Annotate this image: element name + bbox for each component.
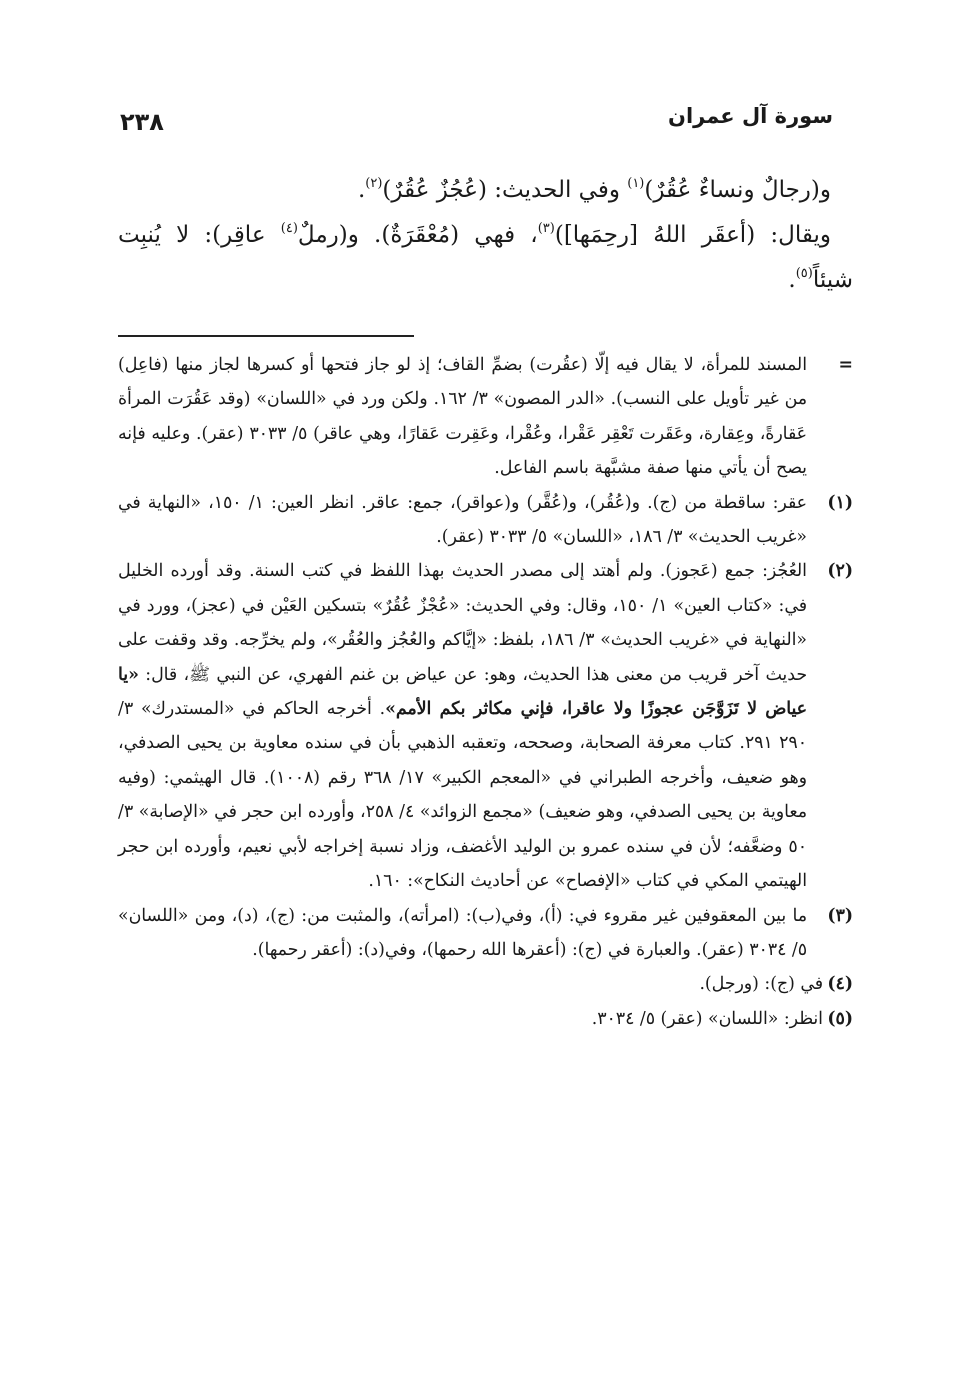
footnote-continuation: [118, 348, 853, 486]
footnote-ref-3: (٣): [537, 221, 555, 236]
footnote-text: . أخرجه الحاكم في «المستدرك» ٣/ ٢٩٠ ٢٩١. كتاب معرفة الصحابة، وصححه، وتعقبه الذهبي بأن في سنده معاوية بن يحيى الصدفي، وهو ضعيف، وأخرجه الطبراني في «المعجم الكبير» ١٧/ ٣٦٨ رقم (١٠٠٨). قال الهيثمي: (وفيه معاوية بن يحيى الصدفي، وهو ضعيف) «مجمع الزوائد» ٤/ ٢٥٨، وأورده ابن حجر في «الإصابة» ٣/ ٥٠ وضعَّفه؛ لأن في سنده عمرو بن الوليد الأغضف، وزاد نسبة إخراجه لأبي نعيم، وأورده ابن حجر الهيتمي المكي في كتاب «الإفصاح» عن أحاديث النكاح»: ١٦٠.: [118, 699, 807, 892]
footnote-3: [118, 899, 853, 968]
footnote-number: (٢): [827, 561, 853, 582]
footnote-4: [118, 967, 853, 1001]
footnote-number: (١): [827, 492, 853, 513]
page-number: ٢٣٨: [120, 108, 164, 136]
footnote-text: العُجُز: جمع (عَجوز). ولم أهتد إلى مصدر الحديث بهذا اللفظ في كتب السنة. وقد أورده الخليل في: «كتاب العين» ١/ ١٥٠، وقال: وفي الحديث: «عُجْزٌ عُقُرٌ» بتسكين العَيْن في (عجز)، وورد في «النهاية في «غريب الحديث» ٣/ ١٨٦، بلفظ: «إيَّاكم والعُجُز والعُقُر»، ولم يخرِّجه. وقد وقفت على حديث آخر قريب من معنى هذا الحديث، وهو: عن عياض بن غنم الفهري، عن النبي ﷺ، قال:: [118, 561, 807, 685]
main-text-span: .: [357, 177, 366, 203]
main-text-span: وفي الحديث: (عُجُزٌ عُقُرٌ): [382, 177, 628, 203]
running-title: سورة آل عمران: [668, 104, 833, 128]
footnotes: [118, 348, 853, 1036]
main-text-span: .: [788, 267, 796, 293]
footnote-number: =: [838, 355, 853, 375]
page: [118, 0, 853, 1380]
footnote-2: [118, 554, 853, 898]
page-header: [118, 104, 853, 144]
footnote-number: (٣): [827, 905, 853, 926]
footnote-1: [118, 486, 853, 555]
main-text-span: ويقال: (أعقَر اللهُ [رحِمَها]): [554, 222, 831, 248]
footnote-ref-5: (٥): [795, 266, 813, 281]
footnote-separator: [118, 335, 414, 337]
footnote-text: ما بين المعقوفين غير مقروء في: (أ)، وفي(ب): (امرأته)، والمثبت من: (ج)، (د)، ومن «اللسان» ٥/ ٣٠٣٤ (عقر). والعبارة في (ج): (أعقرها الله رحمها)، وفي(د): (أعقر رحمها).: [118, 905, 807, 960]
main-text-span: عاقِر): لا يُنبِت شيئاً: [118, 222, 853, 293]
main-text: [118, 168, 853, 303]
footnote-number: (٤): [827, 974, 853, 995]
footnote-text: انظر: «اللسان» (عقر) ٥/ ٣٠٣٤.: [591, 1008, 823, 1029]
footnote-text: عقر: ساقطة من (ج). و(عُقُر)، و(عُقَّر) و(عواقر)، جمع: عاقر. انظر العين: ١/ ١٥٠، «النهاية في «غريب الحديث» ٣/ ١٨٦، «اللسان» ٥/ ٣٠٣٣ (عقر).: [118, 492, 807, 548]
hadith-quote: «يا عياض لا تَزَوَّجَن عجوزًا ولا عاقرا، فإني مكاثر بكم الأمم»: [118, 664, 807, 720]
footnote-text: المسند للمرأة، لا يقال فيه إلّا (عقُرت) بضمِّ القاف؛ إذ لو جاز فتحها أو كسرها لجاز منها (فاعِل) من غير تأويل على النسب). «الدر المصون» ٣/ ١٦٢. ولكن ورد في «اللسان» (وقد عَقُرَت المرأة عَقارةً، وعِقارة، وعَقَرت تَعْقِر عَقْرا، وعُقْرا، وعَقِرت عَقارًا، وهي عاقر) ٥/ ٣٠٣٣ (عقر). وعليه فإنه يصح أن يأتي منها صفة مشبَّهة باسم الفاعل.: [118, 355, 807, 479]
footnote-ref-2: (٢): [365, 176, 383, 191]
main-text-span: ، فهي (مُعْقَرَةٌ). و(رملٌ: [297, 222, 538, 248]
main-text-span: و(رجالٌ ونساءٌ عُقُرٌ): [644, 177, 831, 203]
footnote-ref-1: (١): [627, 176, 645, 191]
footnote-number: (٥): [827, 1008, 853, 1029]
footnote-5: [118, 1002, 853, 1036]
footnote-text: في (ج): (ورجل).: [699, 974, 823, 995]
main-paragraph-2: [118, 213, 853, 303]
footnote-ref-4: (٤): [280, 221, 298, 236]
main-paragraph-1: [118, 168, 853, 213]
